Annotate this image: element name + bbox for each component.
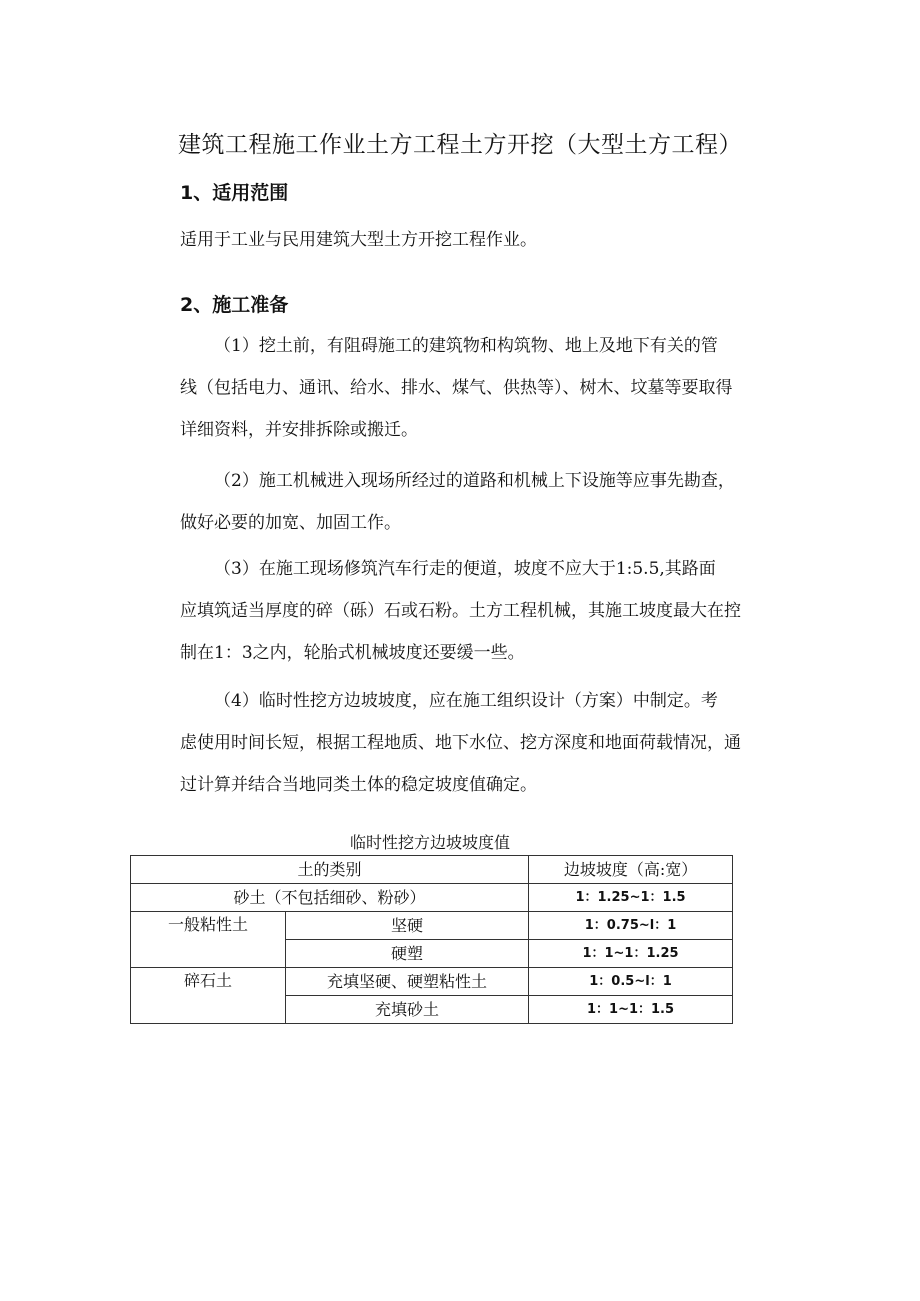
prep-item-2 bbox=[180, 460, 790, 544]
header-soil-type: 土的类别 bbox=[131, 856, 529, 884]
slope-value-cell: 1：1~1：1.5 bbox=[529, 996, 733, 1024]
prep-item-3-line: 制在1：3之内，轮胎式机械坡度还要缓一些。 bbox=[180, 643, 525, 663]
prep-item-1-line: （1）挖土前，有阻碍施工的建筑物和构筑物、地上及地下有关的管 bbox=[214, 336, 718, 356]
prep-item-4-line: 过计算并结合当地同类土体的稳定坡度值确定。 bbox=[180, 775, 537, 795]
slope-value-cell: 1：1~1：1.25 bbox=[529, 940, 733, 968]
soil-group-clay-cell: 一般粘性土 bbox=[131, 912, 286, 968]
prep-item-2-line: 做好必要的加宽、加固工作。 bbox=[180, 513, 401, 533]
soil-subtype-cell: 硬塑 bbox=[286, 940, 529, 968]
slope-value-cell: 1：0.5~l：1 bbox=[529, 968, 733, 996]
soil-sand-cell: 砂土（不包括细砂、粉砂） bbox=[131, 884, 529, 912]
scope-text-line: 适用于工业与民用建筑大型土方开挖工程作业。 bbox=[180, 230, 537, 250]
table-row bbox=[131, 968, 733, 996]
scope-text bbox=[180, 219, 790, 261]
table-caption: 临时性挖方边坡坡度值 bbox=[349, 833, 510, 852]
soil-subtype-cell: 充填坚硬、硬塑粘性土 bbox=[286, 968, 529, 996]
prep-item-1 bbox=[180, 325, 790, 451]
prep-item-3-line: 应填筑适当厚度的碎（砾）石或石粉。土方工程机械，其施工坡度最大在控 bbox=[180, 601, 741, 621]
prep-item-3 bbox=[180, 548, 790, 674]
table-row bbox=[131, 884, 733, 912]
soil-group-gravel-cell: 碎石土 bbox=[131, 968, 286, 1024]
soil-subtype-cell: 坚硬 bbox=[286, 912, 529, 940]
prep-item-1-line: 线（包括电力、通讯、给水、排水、煤气、供热等）、树木、坟墓等要取得 bbox=[180, 378, 733, 398]
section-heading-preparation: 2、施工准备 bbox=[180, 294, 289, 316]
section-heading-scope: 1、适用范围 bbox=[180, 182, 289, 204]
soil-subtype-cell: 充填砂土 bbox=[286, 996, 529, 1024]
prep-item-2-line: （2）施工机械进入现场所经过的道路和机械上下设施等应事先勘查， bbox=[214, 471, 735, 491]
table-header-row bbox=[131, 856, 733, 884]
prep-item-4 bbox=[180, 680, 790, 806]
prep-item-4-line: 虑使用时间长短，根据工程地质、地下水位、挖方深度和地面荷载情况，通 bbox=[180, 733, 741, 753]
header-slope: 边坡坡度（高:宽） bbox=[529, 856, 733, 884]
document-title: 建筑工程施工作业土方工程土方开挖（大型土方工程） bbox=[178, 132, 742, 158]
slope-table bbox=[130, 855, 733, 1024]
prep-item-4-line: （4）临时性挖方边坡坡度，应在施工组织设计（方案）中制定。考 bbox=[214, 691, 718, 711]
prep-item-1-line: 详细资料，并安排拆除或搬迁。 bbox=[180, 420, 418, 440]
slope-value-cell: 1：1.25~1：1.5 bbox=[529, 884, 733, 912]
table-row bbox=[131, 912, 733, 940]
slope-value-cell: 1：0.75~l：1 bbox=[529, 912, 733, 940]
prep-item-3-line: （3）在施工现场修筑汽车行走的便道，坡度不应大于1:5.5,其路面 bbox=[214, 559, 716, 579]
